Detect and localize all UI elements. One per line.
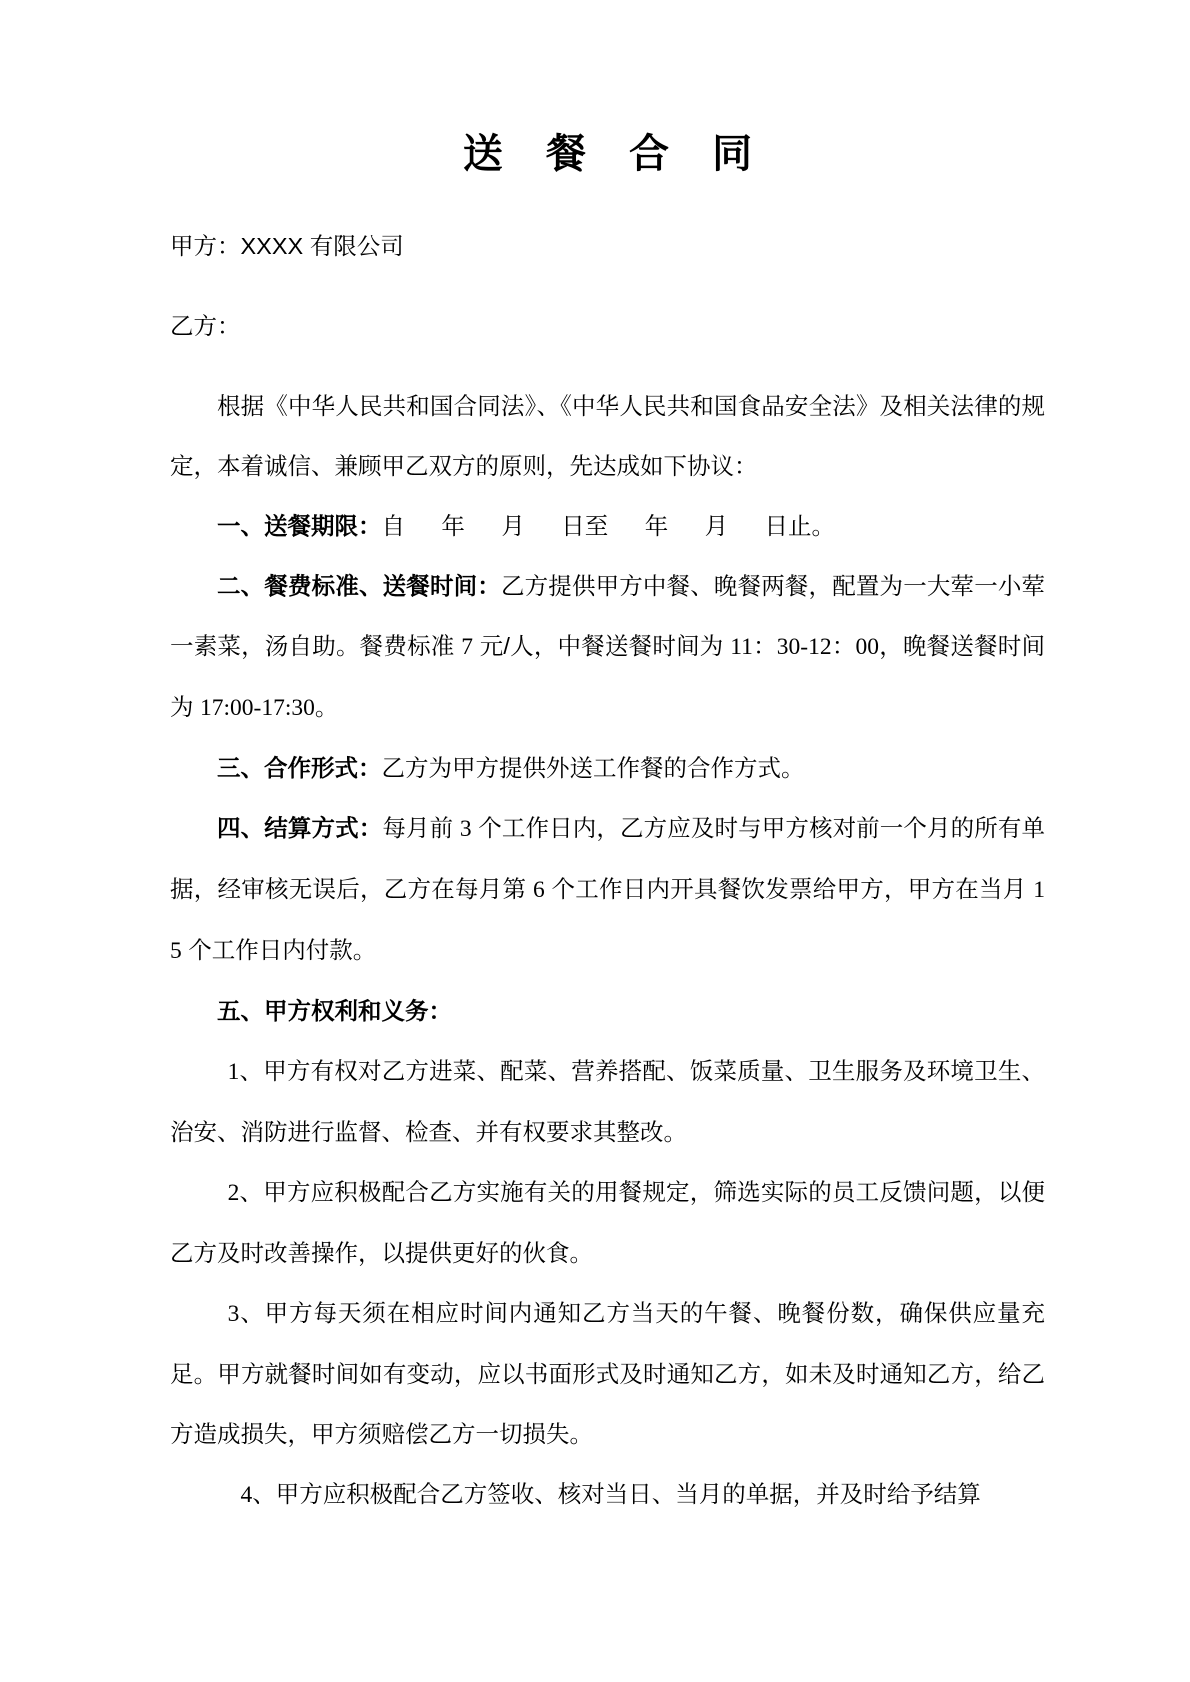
document-body [170, 126, 1045, 1525]
lunch-delivery-time: 11：30-12：00 [730, 634, 880, 660]
page-title: 送 餐 合 同 [462, 132, 769, 176]
section-1-day-1: 日至 [561, 513, 609, 539]
section-5-item-3 [170, 1283, 1045, 1464]
section-4-heading: 结算方式： [264, 815, 383, 841]
party-b-line: 乙方： [170, 313, 241, 339]
section-4-body-part1: 每月前 [382, 815, 460, 841]
section-2-body-part4: 。 [314, 694, 339, 720]
item-number: 3、 [227, 1301, 265, 1327]
item-number: 2、 [227, 1180, 264, 1206]
section-1-number: 一、 [217, 513, 264, 539]
item-text: 甲方应积极配合乙方实施有关的用餐规定，筛选实际的员工反馈问题，以便乙方及时改善操作，以提供更好的伙食。 [170, 1179, 1046, 1266]
section-2-paragraph [170, 556, 1045, 738]
section-5-heading-paragraph [170, 981, 1045, 1041]
section-3-number: 三、 [217, 755, 264, 781]
section-1-month-1: 月 [501, 513, 525, 539]
section-2-number: 二、 [217, 573, 265, 599]
party-a-line: 甲方：XXXX 有限公司 [170, 233, 404, 259]
item-number: 4、 [240, 1482, 276, 1508]
preamble-paragraph [170, 376, 1045, 496]
section-1-paragraph [170, 496, 1045, 556]
section-4-number: 四、 [217, 815, 265, 841]
section-1-month-2: 月 [704, 513, 729, 539]
item-text: 甲方应积极配合乙方签收、核对当日、当月的单据，并及时给予结算 [275, 1481, 981, 1507]
section-4-body-part2: 个工作日内，乙方应及时与甲方核对前一个月的所有单据，经审核无误后，乙方在每月第 [170, 815, 1046, 902]
section-3-heading: 合作形式： [264, 755, 382, 781]
review-days-value: 3 [459, 816, 472, 842]
section-2-body-part1: 乙方提供甲方中餐、晚餐两餐，配置为一大荤一小荤一素菜，汤自助。餐费标准 [170, 573, 1046, 659]
section-1-day-2: 日止。 [764, 513, 836, 539]
section-5-heading: 甲方权利和义务： [264, 998, 452, 1024]
preamble-text-line2: 律的规定，本着诚信、兼顾甲乙双方的原则，先达成如下协议： [170, 393, 1046, 479]
section-4-body-part3: 个工作日内开具餐饮发票给甲方，甲方在当月 [544, 876, 1034, 902]
meal-price-value: 7 [461, 634, 473, 660]
section-1-prefix: 自 [381, 513, 405, 539]
section-3-paragraph [170, 738, 1045, 798]
section-2-heading: 餐费标准、送餐时间： [264, 573, 501, 599]
item-text: 甲方有权对乙方进菜、配菜、营养搭配、饭菜质量、卫生服务及环境卫生、治安、消防进行监督、检查、并有权要求其整改。 [170, 1058, 1046, 1145]
section-1-year-1: 年 [441, 513, 465, 539]
payment-days-value: 15 [170, 877, 1046, 964]
section-4-body-part4: 个工作日内付款。 [181, 937, 377, 963]
item-text: 甲方每天须在相应时间内通知乙方当天的午餐、晚餐份数，确保供应量充足。甲方就餐时间如有变动，应以书面形式及时通知乙方，如未及时通知乙方，给乙方造成损失，甲方须赔偿乙方一切损失。 [170, 1300, 1046, 1447]
section-1-heading: 送餐期限： [264, 513, 382, 539]
dinner-delivery-time: 17:00-17:30 [200, 695, 315, 721]
section-5-number: 五、 [217, 998, 264, 1024]
invoice-days-value: 6 [533, 877, 545, 903]
section-4-paragraph [170, 798, 1045, 981]
section-1-year-2: 年 [644, 513, 669, 539]
item-number: 1、 [227, 1059, 264, 1085]
section-2-body-part2: 元/人，中餐送餐时间为 [472, 633, 731, 659]
section-5-item-1 [170, 1041, 1045, 1162]
section-5-item-4 [170, 1464, 1045, 1525]
section-2-body-part3: ，晚餐送餐时间为 [170, 633, 1045, 720]
section-5-item-2 [170, 1162, 1045, 1283]
section-3-body: 乙方为甲方提供外送工作餐的合作方式。 [381, 755, 805, 781]
preamble-text-line1: 根据《中华人民共和国合同法》、《中华人民共和国食品安全法》及相关法 [217, 393, 975, 419]
